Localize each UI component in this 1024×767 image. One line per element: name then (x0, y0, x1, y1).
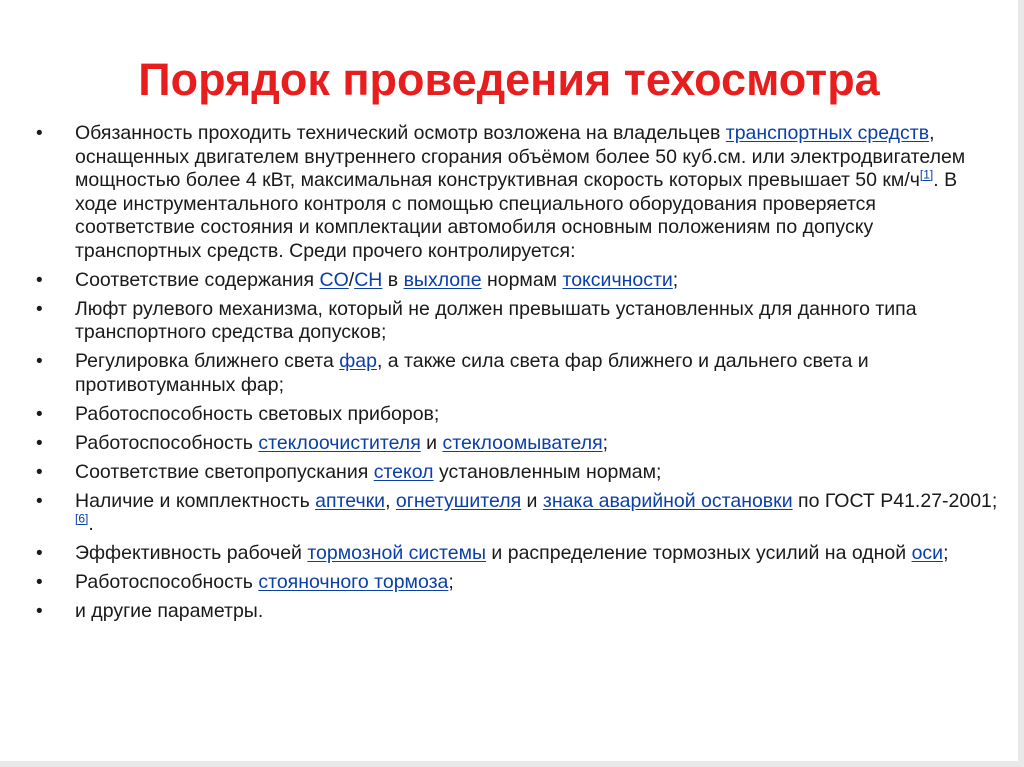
bullet-text: Соответствие содержания (75, 268, 320, 291)
bullet-text: нормам (481, 268, 563, 291)
bullet-text: Обязанность проходить технический осмотр возложена на владельцев (75, 122, 726, 144)
text-link[interactable]: аптечки (315, 489, 386, 512)
text-link[interactable]: стекол (373, 460, 434, 483)
text-link[interactable]: транспортных средств (725, 122, 930, 144)
bullet-text: ; (943, 542, 949, 564)
bullet-dot-icon: • (36, 269, 43, 291)
bullet-text: . В ходе инструментального контроля с помощью специального оборудования проверяется соответствие состояния и комплектации автомобиля основным положениям по допуску транспортных средств. Среди прочего контролируется: (75, 169, 958, 262)
list-item (34, 542, 1000, 566)
bullet-text: Работоспособность (75, 431, 259, 454)
bullet-text: ; (448, 571, 454, 593)
list-item (34, 600, 1000, 624)
bullet-text: Работоспособность световых приборов; (75, 402, 440, 425)
bullet-text: . (88, 513, 94, 535)
bullet-text: ; (672, 268, 679, 291)
bullet-text: ; (602, 431, 609, 454)
bullet-text: Регулировка ближнего света (75, 350, 340, 372)
bullet-dot-icon: • (36, 432, 43, 454)
bullet-text: Люфт рулевого механизма, который не должен превышать установленных для данного типа транспортного средства допусков; (75, 297, 917, 343)
list-item (34, 490, 1000, 537)
list-item (34, 350, 1000, 397)
bullet-text: , а также сила света фар ближнего и дальнего света и противотуманных фар; (75, 350, 869, 396)
bullet-dot-icon: • (36, 490, 43, 512)
bullet-text: установленным нормам; (433, 460, 662, 483)
bullet-dot-icon: • (36, 572, 43, 593)
bullet-text: / (348, 268, 355, 291)
bullet-text: Эффективность рабочей (75, 542, 308, 564)
footnote-ref-link[interactable]: [6] (75, 511, 89, 526)
bullet-text: и (521, 489, 543, 512)
bullet-text: , оснащенных двигателем внутреннего сгорания объёмом более 50 куб.см. или электродвигателем мощностью более 4 кВт, максимальная конструктивная скорость которых превышает 50 км/ч (75, 122, 966, 191)
text-link[interactable]: стеклоомывателя (442, 431, 603, 454)
bullet-dot-icon: • (36, 543, 43, 564)
text-link[interactable]: стеклоочистителя (258, 431, 421, 454)
footnote-ref-link[interactable]: [1] (919, 167, 934, 182)
bullet-text: и (420, 431, 443, 454)
text-link[interactable]: знака аварийной остановки (542, 489, 793, 512)
bullet-dot-icon: • (36, 601, 43, 622)
list-item (34, 269, 1000, 293)
bullet-text: , (385, 489, 396, 512)
text-link[interactable]: фар (339, 350, 377, 372)
bullet-text: и распределение тормозных усилий на одной (486, 542, 912, 564)
list-item (34, 122, 1000, 263)
bullet-text: по ГОСТ Р41.27-2001; (792, 489, 998, 512)
list-item (34, 298, 1000, 345)
list-item (34, 461, 1000, 485)
bullet-list (34, 122, 1000, 629)
bullet-dot-icon: • (36, 351, 43, 372)
text-link[interactable]: CO (319, 268, 349, 291)
text-link[interactable]: стояночного тормоза (258, 571, 449, 593)
bullet-dot-icon: • (36, 298, 43, 320)
bullet-dot-icon: • (36, 123, 43, 144)
bullet-text: Работоспособность (75, 571, 259, 593)
bullet-dot-icon: • (36, 403, 43, 425)
bullet-text: Наличие и комплектность (75, 489, 316, 512)
bullet-text: и другие параметры. (75, 600, 264, 622)
text-link[interactable]: тормозной системы (307, 542, 487, 564)
text-link[interactable]: выхлопе (403, 268, 482, 291)
text-link[interactable]: CH (354, 268, 383, 291)
list-item (34, 432, 1000, 456)
text-link[interactable]: огнетушителя (395, 489, 522, 512)
bullet-dot-icon: • (36, 461, 43, 483)
page-title: Порядок проведения техосмотра (138, 54, 880, 105)
list-item (34, 571, 1000, 595)
bullet-text: в (382, 268, 404, 291)
text-link[interactable]: токсичности (562, 268, 673, 291)
bullet-text: Соответствие светопропускания (75, 460, 374, 483)
list-item (34, 403, 1000, 427)
text-link[interactable]: оси (911, 542, 944, 564)
